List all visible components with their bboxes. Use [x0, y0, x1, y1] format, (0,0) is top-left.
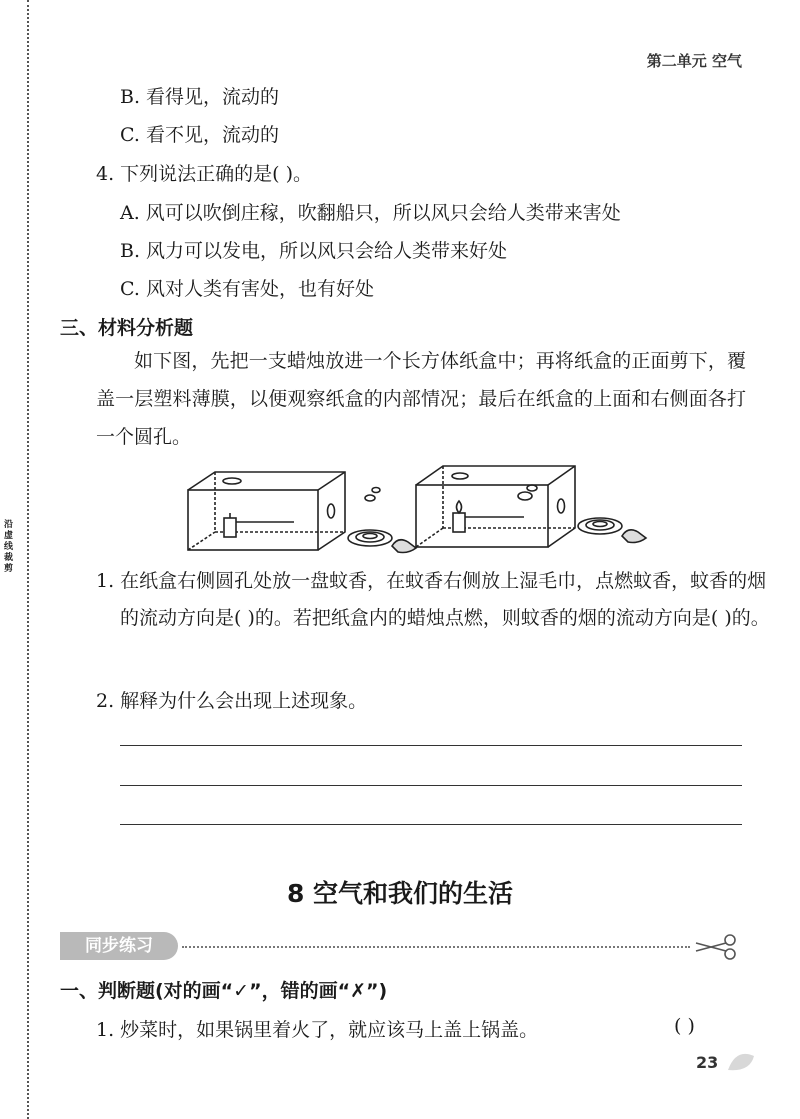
experiment-illustration: [180, 460, 650, 560]
unit-header: 第二单元 空气: [646, 52, 742, 70]
page-corner-decoration: [718, 1040, 758, 1080]
answer-line[interactable]: [120, 745, 742, 746]
answer-line[interactable]: [120, 785, 742, 786]
practice-tag: 同步练习: [60, 932, 178, 960]
answer-line[interactable]: [120, 824, 742, 825]
section3-question-1: 1. 在纸盒右侧圆孔处放一盘蚊香，在蚊香右侧放上湿毛巾，点燃蚊香，蚊香的烟的流动方向是( )的。若把纸盒内的蜡烛点燃，则蚊香的烟的流动方向是( )的。: [96, 570, 770, 629]
q3-option-c: C. 看不见，流动的: [120, 124, 279, 146]
q4-option-c: C. 风对人类有害处，也有好处: [120, 278, 374, 300]
q4-option-a: A. 风可以吹倒庄稼，吹翻船只，所以风只会给人类带来害处: [120, 202, 621, 224]
practice-section1-title: 一、判断题(对的画“✓”，错的画“✗”): [60, 980, 388, 1002]
section3-question-2: 2. 解释为什么会出现上述现象。: [96, 690, 368, 712]
page-number: 23: [696, 1053, 719, 1072]
tag-dotted-line: [182, 946, 690, 948]
q4-option-b: B. 风力可以发电，所以风只会给人类带来好处: [120, 240, 508, 262]
paper-box-right: [416, 466, 575, 547]
mosquito-coil-left: [348, 488, 416, 553]
mosquito-coil-right: [518, 485, 646, 543]
section3-title: 三、材料分析题: [60, 317, 194, 339]
scissors-icon: [692, 934, 740, 960]
practice-question-1: 1. 炒菜时，如果锅里着火了，就应该马上盖上锅盖。: [96, 1019, 539, 1041]
cut-guide-label: 沿虚线裁剪: [4, 520, 14, 574]
answer-blank[interactable]: ( ): [674, 1015, 695, 1037]
cut-guide-line: [27, 0, 29, 1119]
q4-stem: 4. 下列说法正确的是( )。: [96, 163, 313, 185]
paper-box-left: [188, 472, 345, 550]
q3-option-b: B. 看得见，流动的: [120, 86, 280, 108]
section3-intro: 如下图，先把一支蜡烛放进一个长方体纸盒中；再将纸盒的正面剪下，覆盖一层塑料薄膜，以便观察纸盒的内部情况；最后在纸盒的上面和右侧面各打一个圆孔。: [96, 350, 746, 448]
chapter-title: 8 空气和我们的生活: [286, 879, 514, 908]
